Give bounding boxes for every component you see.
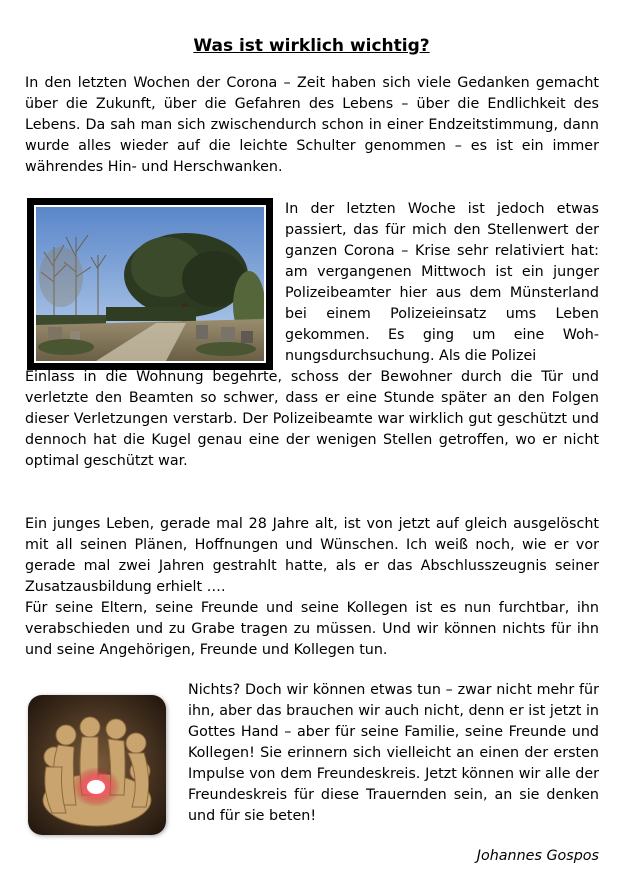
paragraph-intro: In den letzten Wochen der Corona – Zeit haben sich viele Gedanken gemacht über die Zukunft, über die Gefahren des Lebens – über die Endlichkeit des Lebens. Da sah man sich zwischendurch schon in einer Endzeitstimmung, dann wurde alles wieder auf die leichte Schulter genommen – es ist ein immer währendes Hin- und Herschwanken. (25, 75, 599, 175)
paragraph-call-to-action: Nichts? Doch wir können etwas tun – zwar nicht mehr für ihn, aber das brauchen wir auch nicht, denn er ist jetzt in Gottes Hand – aber für seine Familie, seine Freunde und Kollegen! Sie erinnern sich vielleicht an einen der ersten Impulse von dem Freundeskreis. Jetzt können wir alle der Freundeskreis für diese Trauernden sein, an sie denken und für sie beten! (188, 682, 599, 824)
candle-friendship-circle-photo (28, 695, 166, 835)
cemetery-illustration (36, 207, 264, 361)
paragraph-incident-continued: Einlass in die Wohnung begehrte, schoss der Bewohner durch die Tür und verletzte den Beamten so schwer, dass er eine Stunde später an den Folgen dieser Verletzungen verstarb. Der Polizeibeamte war wirklich gut geschützt und dennoch hat die Kugel genau eine der wenigen Stellen getroffen, wo er nicht optimal geschützt war. (25, 369, 599, 469)
author-signature: Johannes Gospos (476, 848, 599, 864)
paragraph-incident-start: In der letzten Woche ist jedoch etwas passiert, das für mich den Stellenwert der ganzen Corona – Krise sehr relativiert hat: am vergangenen Mittwoch ist ein junger Polizeibeamter hier aus dem Münsterland bei einem Polizeieinsatz ums Leben gekommen. Es ging um eine Wohnungsdurchsuchung. Als die Polizei (285, 201, 599, 364)
paragraph-young-life: Ein junges Leben, gerade mal 28 Jahre alt, ist von jetzt auf gleich ausgelöscht mit all seinen Plänen, Hoffnungen und Wünschen. Ich weiß noch, wie er vor gerade mal zwei Jahren gestrahlt hatte, als er das Abschlusszeugnis seiner Zusatzausbildung erhielt …. (25, 516, 599, 595)
cemetery-photo (27, 198, 273, 370)
paragraph-grief: Für seine Eltern, seine Freunde und seine Kollegen ist es nun furchtbar, ihn verabschieden und zu Grabe tragen zu müssen. Und wir können nichts für ihn und seine Angehörigen, Freunde und Kollegen tun. (25, 600, 599, 658)
candle-illustration (28, 695, 166, 835)
article-title: Was ist wirklich wichtig? (193, 36, 430, 56)
